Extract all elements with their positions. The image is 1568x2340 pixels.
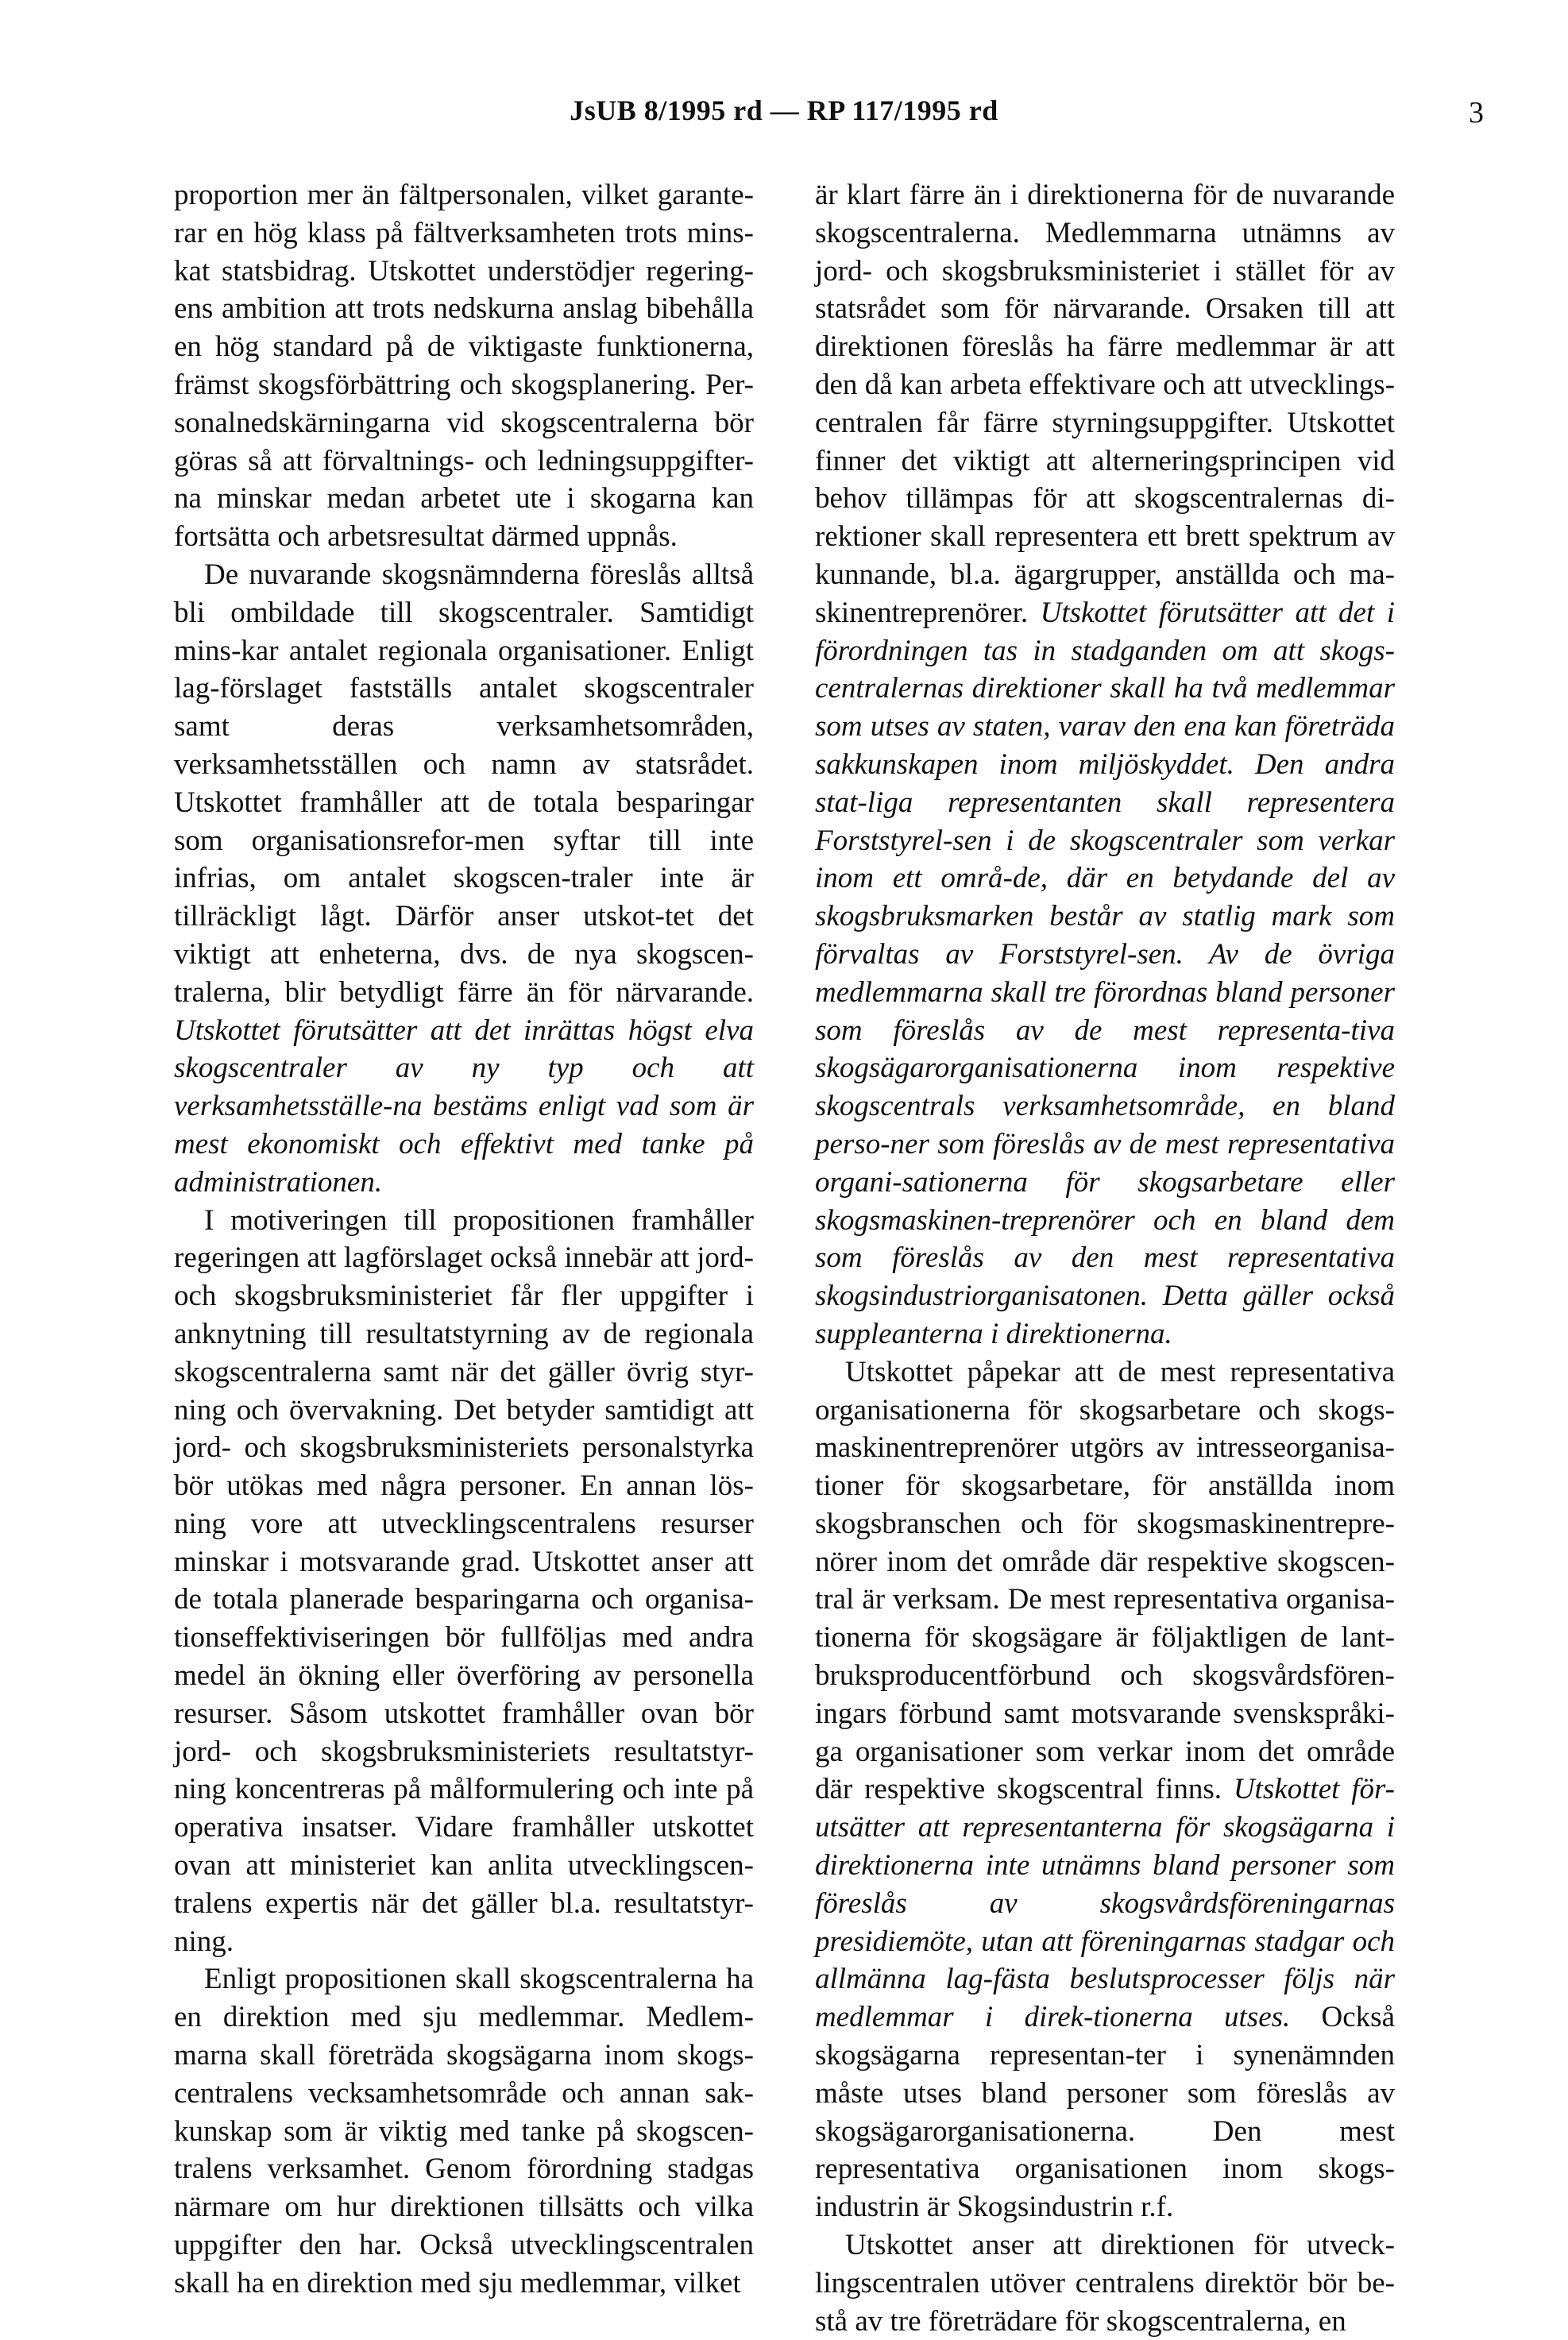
italic-text: Utskottet förutsätter att det inrättas högst elva skogscentraler av ny typ och att verksamhetsställe-na bestäms enligt vad som är mest ekonomiskt och effektivt med tanke på administrationen. [174,1014,754,1199]
paragraph [174,1960,754,2302]
paragraph [174,1202,754,1961]
paragraph-text: proportion mer än fältpersonalen, vilket garante-rar en hög klass på fältverksamheten trots mins-kat statsbidrag. Utskottet understödjer regering-ens ambition att trots nedskurna anslag bibehålla en hög standard på de viktigaste funktionerna, främst skogsförbättring och skogsplanering. Per-sonalnedskärningarna vid skogscentralerna bör göras så att förvaltnings- och ledningsuppgifter-na minskar medan arbetet ute i skogarna kan fortsätta och arbetsresultat därmed uppnås. [174,179,754,554]
running-header: JsUB 8/1995 rd — RP 117/1995 rd [570,95,998,126]
paragraph [815,1353,1395,2226]
paragraph-text: är klart färre än i direktionerna för de nuvarande skogscentralerna. Medlemmarna utnämns av jord- och skogsbruksministeriet i stället för av statsrådet som för närvarande. Orsaken till att direktionen föreslås ha färre medlemmar är att den då kan arbeta effektivare och att utvecklings-centralen får färre styrningsuppgifter. Utskottet finner det viktigt att alterneringsprincipen vid behov tillämpas för att skogscentralernas di-rektioner skall representera ett brett spektrum av kunnande, bl.a. ägargrupper, anställda och ma-skinentreprenörer. [815,179,1395,629]
page-number: 3 [1469,96,1484,129]
paragraph-text: Enligt propositionen skall skogscentralerna ha en direktion med sju medlemmar. Medlem-marna skall företräda skogsägarna inom skogs-centralens vecksamhetsområde och annan sak-kunskap som är viktig med tanke på skogscen-tralens verksamhet. Genom förordning stadgas närmare om hur direktionen tillsätts och vilka uppgifter den har. Också utvecklingscentralen skall ha en direktion med sju medlemmar, vilket [174,1963,754,2299]
paragraph [174,556,754,1202]
paragraph-text: De nuvarande skogsnämnderna föreslås alltså bli ombildade till skogscentraler. Samtidigt mins-kar antalet regionala organisationer. Enligt lag-förslaget fastställs antalet skogscentraler samt deras verksamhetsområden, verksamhetsställen och namn av statsrådet. Utskottet framhåller att de totala besparingar som organisationsrefor-men syftar till inte infrias, om antalet skogscen-traler inte är tillräckligt lågt. Därför anser utskot-tet det viktigt att enheterna, dvs. de nya skogscen-tralerna, blir betydligt färre än för närvarande. [174,558,754,1009]
paragraph-text: Utskottet påpekar att de mest representativa organisationerna för skogsarbetare och skogs-maskinentreprenörer utgörs av intresseorganisa-tioner för skogsarbetare, för anställda inom skogsbranschen och för skogsmaskinentrepre-nörer inom det område där respektive skogscen-tral är verksam. De mest representativa organisa-tionerna för skogsägare är följaktligen de lant-bruksproducentförbund och skogsvårdsfören-ingars förbund samt motsvarande svenskspråki-ga organisationer som verkar inom det område där respektive skogscentral finns. [815,1355,1395,1806]
left-column [174,176,754,2303]
right-column [815,176,1395,2340]
italic-text: Utskottet förutsätter att det i förordningen tas in stadganden om att skogs-centralernas direktioner skall ha två medlemmar som utses av staten, varav den ena kan företräda sakkunskapen inom miljöskyddet. Den andra stat-liga representanten skall representera Forststyrel-sen i de skogscentraler som verkar inom ett områ-de, där en betydande del av skogsbruksmarken består av statlig mark som förvaltas av Forststyrel-sen. Av de övriga medlemmarna skall tre förordnas bland personer som föreslås av de mest representa-tiva skogsägarorganisationerna inom respektive skogscentrals verksamhetsområde, en bland perso-ner som föreslås av de mest representativa organi-sationerna för skogsarbetare eller skogsmaskinen-treprenörer och en bland dem som föreslås av den mest representativa skogsindustriorganisatonen. Detta gäller också suppleanterna i direktionerna. [815,596,1395,1350]
paragraph [815,2226,1395,2340]
paragraph-text: I motiveringen till propositionen framhåller regeringen att lagförslaget också innebär att jord- och skogsbruksministeriet får fler uppgifter i anknytning till resultatstyrning av de regionala skogscentralerna samt när det gäller övrig styr-ning och övervakning. Det betyder samtidigt att jord- och skogsbruksministeriets personalstyrka bör utökas med några personer. En annan lös-ning vore att utvecklingscentralens resurser minskar i motsvarande grad. Utskottet anser att de totala planerade besparingarna och organisa-tionseffektiviseringen bör fullföljas med andra medel än ökning eller överföring av personella resurser. Såsom utskottet framhåller ovan bör jord- och skogsbruksministeriets resultatstyr-ning koncentreras på målformulering och inte på operativa insatser. Vidare framhåller utskottet ovan att ministeriet kan anlita utvecklingscen-tralens expertis när det gäller bl.a. resultatstyr-ning. [174,1203,754,1958]
paragraph [815,176,1395,1353]
paragraph-text: Utskottet anser att direktionen för utveck-lingscentralen utöver centralens direktör bör be-stå av tre företrädare för skogscentralerna, en [815,2229,1395,2338]
italic-text: Utskottet för-utsätter att representanterna för skogsägarna i direktionerna inte utnämns bland personer som föreslås av skogsvårdsföreningarnas presidiemöte, utan att föreningarnas stadgar och allmänna lag-fästa beslutsprocesser följs när medlemmar i direk-tionerna utses. [815,1773,1396,2034]
paragraph [174,176,754,556]
paragraph-text: Också skogsägarna representan-ter i synenämnden måste utses bland personer som föreslås av skogsägarorganisationerna. Den mest representativa organisationen inom skogs-industrin är Skogsindustrin r.f. [815,2001,1395,2224]
